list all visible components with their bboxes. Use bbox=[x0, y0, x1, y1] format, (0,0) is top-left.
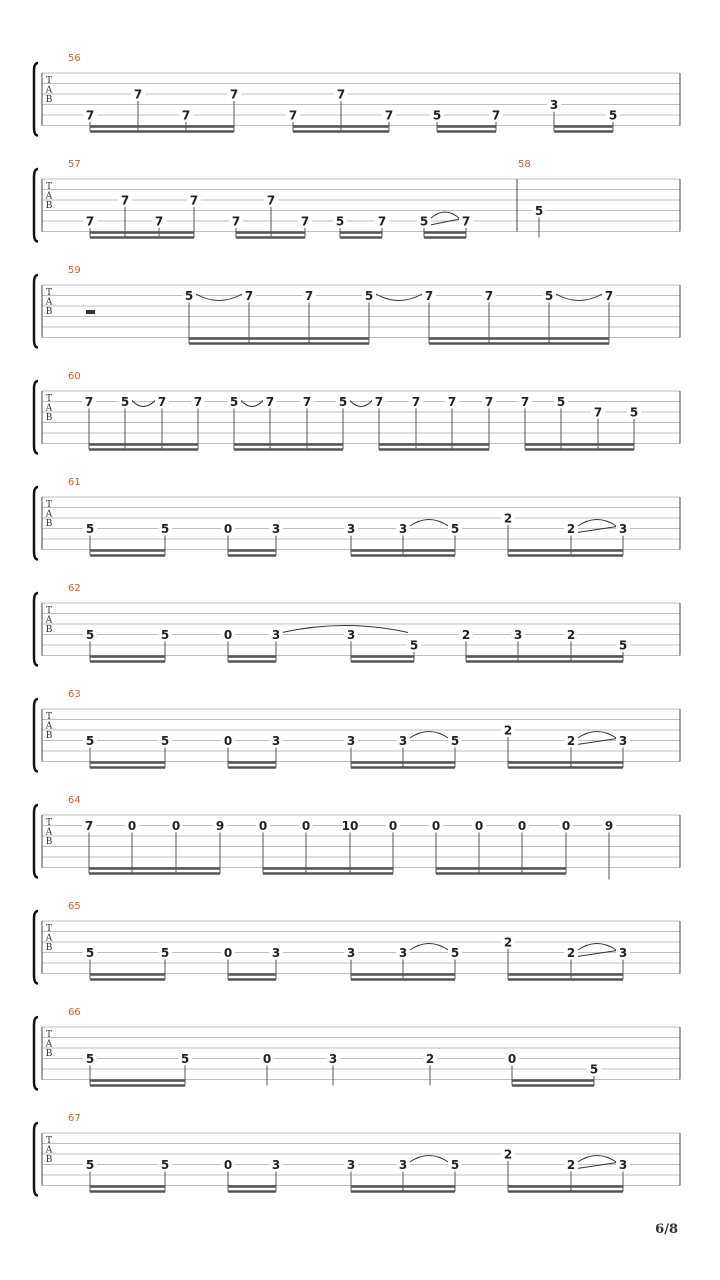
fret-number: 7 bbox=[384, 108, 394, 123]
fret-number: 7 bbox=[300, 214, 310, 229]
tab-clef-letter: A bbox=[45, 827, 53, 838]
fret-number: 5 bbox=[618, 638, 628, 653]
system-10 bbox=[34, 1007, 680, 1090]
tie-arc bbox=[409, 732, 449, 739]
system-bracket bbox=[34, 275, 38, 348]
fret-number: 5 bbox=[120, 395, 130, 409]
measure-number: 61 bbox=[68, 477, 81, 488]
system-bracket bbox=[34, 487, 38, 560]
tab-clef-letter: A bbox=[45, 191, 53, 202]
fret-number: 7 bbox=[411, 395, 421, 409]
fret-number: 7 bbox=[193, 395, 203, 409]
fret-number: 7 bbox=[157, 395, 167, 409]
fret-number: 9 bbox=[215, 819, 225, 833]
system-1 bbox=[34, 53, 680, 136]
system-bracket bbox=[34, 1017, 38, 1090]
fret-number: 0 bbox=[223, 1158, 233, 1172]
measure-number: 58 bbox=[518, 159, 531, 170]
tab-clef-letter: T bbox=[45, 182, 53, 192]
system-bracket bbox=[34, 1123, 38, 1196]
fret-number: 3 bbox=[398, 946, 408, 960]
tab-clef-letter: B bbox=[45, 943, 53, 953]
fret-number: 3 bbox=[398, 734, 408, 748]
fret-number: 5 bbox=[534, 204, 544, 218]
fret-number: 5 bbox=[544, 289, 554, 303]
fret-number: 7 bbox=[120, 193, 130, 208]
fret-number: 2 bbox=[566, 734, 576, 748]
fret-number: 7 bbox=[377, 214, 387, 229]
fret-number: 3 bbox=[346, 522, 356, 536]
fret-number: 7 bbox=[484, 289, 494, 303]
fret-number: 2 bbox=[461, 628, 471, 642]
system-bracket bbox=[34, 699, 38, 772]
tab-clef-letter: A bbox=[45, 1039, 53, 1050]
fret-number: 3 bbox=[271, 734, 281, 748]
fret-number: 0 bbox=[223, 522, 233, 536]
fret-number: 7 bbox=[85, 214, 95, 229]
fret-number: 5 bbox=[589, 1062, 599, 1077]
measure-number: 65 bbox=[68, 901, 81, 912]
system-3 bbox=[34, 265, 680, 348]
fret-number: 3 bbox=[346, 628, 356, 642]
fret-number: 3 bbox=[549, 98, 559, 112]
fret-number: 7 bbox=[491, 108, 501, 123]
fret-number: 0 bbox=[474, 819, 484, 833]
tab-clef-letter: T bbox=[45, 712, 53, 722]
tie-arc bbox=[577, 944, 617, 951]
fret-number: 5 bbox=[450, 946, 460, 960]
system-5 bbox=[34, 477, 680, 560]
fret-number: 7 bbox=[231, 214, 241, 229]
fret-number: 7 bbox=[229, 87, 239, 102]
fret-number: 3 bbox=[346, 946, 356, 960]
fret-number: 0 bbox=[127, 819, 137, 833]
tab-clef-letter: A bbox=[45, 721, 53, 732]
fret-number: 5 bbox=[409, 638, 419, 653]
fret-number: 3 bbox=[618, 1158, 628, 1172]
fret-number: 3 bbox=[271, 946, 281, 960]
tab-clef-letter: T bbox=[45, 500, 53, 510]
fret-number: 3 bbox=[271, 1158, 281, 1172]
tie-arc bbox=[577, 732, 617, 739]
fret-number: 0 bbox=[561, 819, 571, 833]
system-4 bbox=[34, 371, 680, 454]
tie-arc bbox=[555, 294, 603, 301]
fret-number: 5 bbox=[364, 289, 374, 303]
tie-arc bbox=[131, 400, 156, 407]
fret-number: 2 bbox=[566, 1158, 576, 1172]
tab-clef-letter: T bbox=[45, 924, 53, 934]
fret-number: 3 bbox=[271, 628, 281, 642]
fret-number: 0 bbox=[223, 946, 233, 960]
fret-number: 0 bbox=[507, 1052, 517, 1066]
fret-number: 5 bbox=[85, 946, 95, 960]
fret-number: 0 bbox=[301, 819, 311, 833]
fret-number: 7 bbox=[593, 405, 603, 420]
fret-number: 2 bbox=[503, 1147, 513, 1162]
fret-number: 5 bbox=[629, 405, 639, 420]
fret-number: 7 bbox=[447, 395, 457, 409]
tab-clef-letter: A bbox=[45, 403, 53, 414]
tie-arc bbox=[195, 294, 243, 301]
fret-number: 2 bbox=[566, 522, 576, 536]
fret-number: 5 bbox=[184, 289, 194, 303]
fret-number: 7 bbox=[520, 395, 530, 409]
fret-number: 7 bbox=[424, 289, 434, 303]
tab-clef-letter: T bbox=[45, 76, 53, 86]
system-bracket bbox=[34, 169, 38, 242]
slide-line bbox=[577, 951, 617, 957]
fret-number: 7 bbox=[154, 214, 164, 229]
system-7 bbox=[34, 689, 680, 772]
fret-number: 0 bbox=[171, 819, 181, 833]
tab-clef-letter: B bbox=[45, 95, 53, 105]
tab-clef-letter: T bbox=[45, 1030, 53, 1040]
fret-number: 5 bbox=[85, 522, 95, 536]
tie-arc bbox=[349, 400, 373, 407]
system-bracket bbox=[34, 911, 38, 984]
fret-number: 3 bbox=[346, 1158, 356, 1172]
system-2 bbox=[34, 159, 680, 242]
fret-number: 5 bbox=[556, 395, 566, 409]
fret-number: 10 bbox=[341, 819, 359, 833]
system-6 bbox=[34, 583, 680, 666]
fret-number: 5 bbox=[180, 1052, 190, 1066]
measure-number: 67 bbox=[68, 1113, 81, 1124]
tie-arc bbox=[240, 400, 264, 407]
slide-line bbox=[430, 219, 460, 225]
system-bracket bbox=[34, 593, 38, 666]
tab-clef-letter: B bbox=[45, 413, 53, 423]
fret-number: 5 bbox=[229, 395, 239, 409]
tab-clef-letter: B bbox=[45, 307, 53, 317]
fret-number: 5 bbox=[608, 108, 618, 123]
fret-number: 7 bbox=[484, 395, 494, 409]
fret-number: 7 bbox=[85, 108, 95, 123]
tab-clef-letter: B bbox=[45, 731, 53, 741]
fret-number: 5 bbox=[85, 628, 95, 642]
fret-number: 5 bbox=[432, 108, 442, 123]
tie-arc bbox=[409, 520, 449, 527]
measure-number: 57 bbox=[68, 159, 81, 170]
fret-number: 7 bbox=[266, 193, 276, 208]
tab-clef-letter: B bbox=[45, 837, 53, 847]
fret-number: 7 bbox=[189, 193, 199, 208]
fret-number: 9 bbox=[604, 819, 614, 833]
fret-number: 3 bbox=[513, 628, 523, 642]
fret-number: 7 bbox=[304, 289, 314, 303]
fret-number: 3 bbox=[328, 1052, 338, 1066]
fret-number: 0 bbox=[431, 819, 441, 833]
fret-number: 7 bbox=[181, 108, 191, 123]
fret-number: 7 bbox=[461, 214, 471, 229]
tab-clef-letter: T bbox=[45, 606, 53, 616]
fret-number: 2 bbox=[566, 628, 576, 642]
fret-number: 5 bbox=[450, 1158, 460, 1172]
tab-clef-letter: A bbox=[45, 297, 53, 308]
fret-number: 7 bbox=[84, 395, 94, 409]
fret-number: 7 bbox=[244, 289, 254, 303]
fret-number: 5 bbox=[85, 734, 95, 748]
fret-number: 3 bbox=[271, 522, 281, 536]
fret-number: 5 bbox=[160, 522, 170, 536]
tab-clef-letter: B bbox=[45, 201, 53, 211]
system-bracket bbox=[34, 805, 38, 878]
system-bracket bbox=[34, 63, 38, 136]
system-9 bbox=[34, 901, 680, 984]
fret-number: 2 bbox=[503, 723, 513, 738]
fret-number: 3 bbox=[618, 522, 628, 536]
measure-number: 63 bbox=[68, 689, 81, 700]
fret-number: 5 bbox=[338, 395, 348, 409]
fret-number: 0 bbox=[517, 819, 527, 833]
fret-number: 3 bbox=[618, 734, 628, 748]
tab-clef-letter: B bbox=[45, 625, 53, 635]
system-bracket bbox=[34, 381, 38, 454]
fret-number: 2 bbox=[425, 1052, 435, 1066]
tie-arc bbox=[375, 294, 423, 301]
fret-number: 5 bbox=[419, 214, 429, 229]
tab-clef-letter: A bbox=[45, 509, 53, 520]
fret-number: 5 bbox=[85, 1158, 95, 1172]
measure-number: 60 bbox=[68, 371, 81, 382]
fret-number: 7 bbox=[288, 108, 298, 123]
slide-line bbox=[577, 739, 617, 745]
fret-number: 7 bbox=[84, 819, 94, 833]
system-11 bbox=[34, 1113, 680, 1196]
fret-number: 5 bbox=[160, 628, 170, 642]
measure-number: 59 bbox=[68, 265, 81, 276]
fret-number: 5 bbox=[160, 734, 170, 748]
measure-number: 66 bbox=[68, 1007, 81, 1018]
tie-arc bbox=[430, 212, 460, 219]
fret-number: 0 bbox=[223, 628, 233, 642]
tab-clef-letter: T bbox=[45, 288, 53, 298]
fret-number: 5 bbox=[335, 214, 345, 229]
tab-clef-letter: T bbox=[45, 818, 53, 828]
fret-number: 7 bbox=[374, 395, 384, 409]
fret-number: 2 bbox=[503, 935, 513, 950]
fret-number: 2 bbox=[503, 511, 513, 526]
fret-number: 2 bbox=[566, 946, 576, 960]
fret-number: 7 bbox=[604, 289, 614, 303]
tab-clef-letter: A bbox=[45, 615, 53, 626]
fret-number: 5 bbox=[450, 734, 460, 748]
fret-number: 5 bbox=[160, 1158, 170, 1172]
tab-clef-letter: T bbox=[45, 1136, 53, 1146]
measure-number: 64 bbox=[68, 795, 81, 806]
tab-clef-letter: B bbox=[45, 1049, 53, 1059]
tie-arc bbox=[577, 1156, 617, 1163]
fret-number: 3 bbox=[398, 522, 408, 536]
rest-symbol bbox=[86, 310, 95, 314]
fret-number: 3 bbox=[618, 946, 628, 960]
tab-clef-letter: B bbox=[45, 1155, 53, 1165]
system-8 bbox=[34, 795, 680, 880]
fret-number: 5 bbox=[85, 1052, 95, 1066]
fret-number: 3 bbox=[398, 1158, 408, 1172]
fret-number: 0 bbox=[258, 819, 268, 833]
measure-number: 62 bbox=[68, 583, 81, 594]
fret-number: 7 bbox=[302, 395, 312, 409]
slide-line bbox=[577, 527, 617, 533]
tab-clef-letter: A bbox=[45, 933, 53, 944]
fret-number: 0 bbox=[223, 734, 233, 748]
tab-clef-letter: T bbox=[45, 394, 53, 404]
tab-clef-letter: A bbox=[45, 85, 53, 96]
page-number: 6/8 bbox=[655, 1222, 678, 1237]
tie-arc bbox=[409, 1156, 449, 1163]
fret-number: 7 bbox=[265, 395, 275, 409]
fret-number: 7 bbox=[133, 87, 143, 102]
fret-number: 0 bbox=[388, 819, 398, 833]
fret-number: 7 bbox=[336, 87, 346, 102]
fret-number: 3 bbox=[346, 734, 356, 748]
slide-line bbox=[577, 1163, 617, 1169]
tab-clef-letter: B bbox=[45, 519, 53, 529]
fret-number: 5 bbox=[160, 946, 170, 960]
measure-number: 56 bbox=[68, 53, 81, 64]
tie-arc bbox=[409, 944, 449, 951]
fret-number: 5 bbox=[450, 522, 460, 536]
tab-clef-letter: A bbox=[45, 1145, 53, 1156]
fret-number: 0 bbox=[262, 1052, 272, 1066]
tie-arc bbox=[577, 520, 617, 527]
